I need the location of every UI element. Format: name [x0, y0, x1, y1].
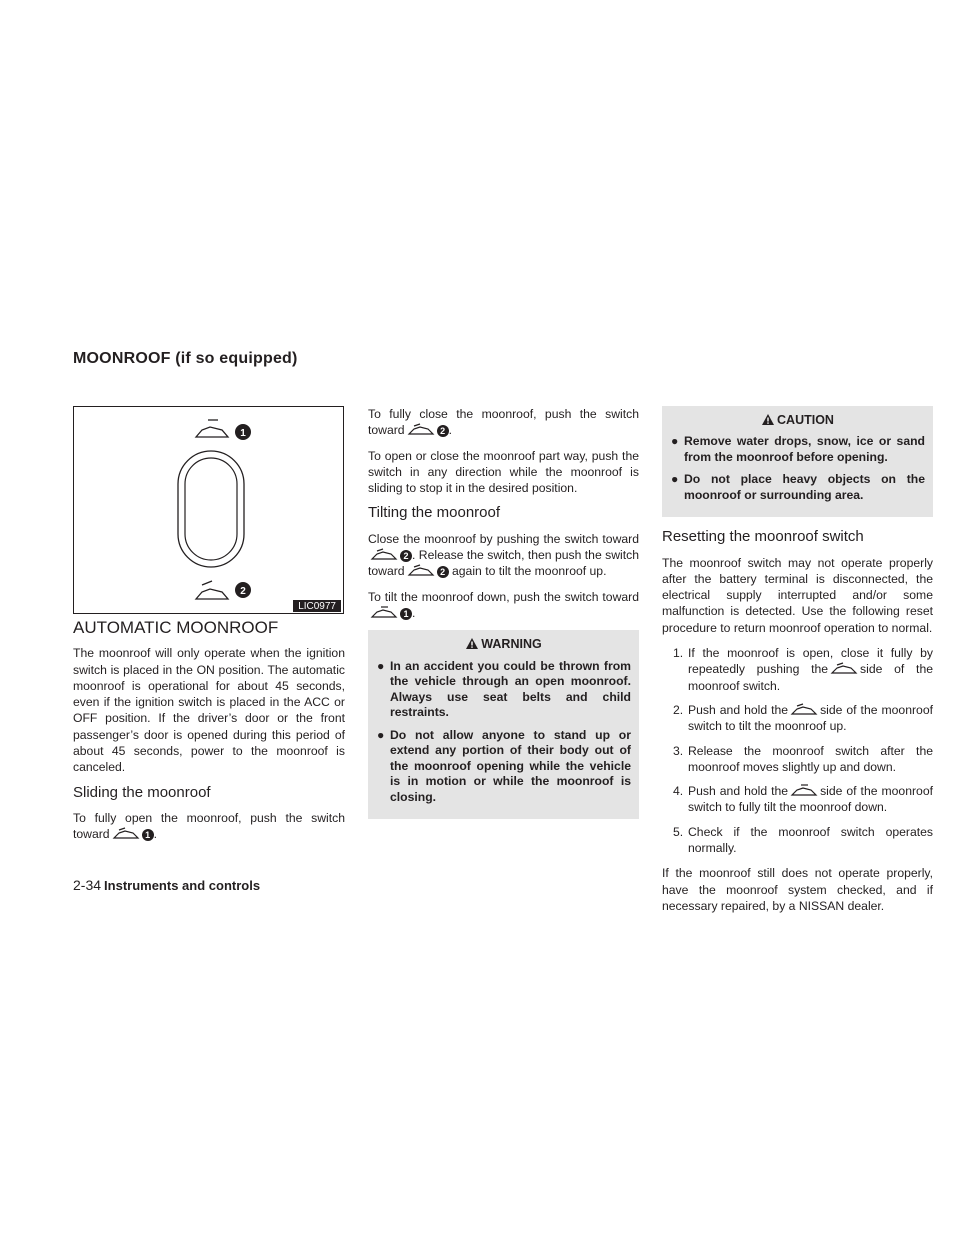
warning-icon [465, 637, 479, 650]
bullet-icon: ● [671, 472, 679, 487]
car-slide-icon [407, 422, 435, 436]
callout-2-ref: 2 [437, 425, 449, 437]
tilt-text-c: again to tilt the moonroof up. [451, 564, 607, 579]
tilt-text-a: Close the moonroof by pushing the switch toward [368, 531, 639, 546]
car-slide-icon [370, 547, 398, 561]
caution-list [670, 434, 925, 503]
intro-paragraph: The moonroof will only operate when the ignition switch is placed in the ON position. The automatic moonroof is operational for about 45 seconds, even if the ignition switch is placed in the ACC or OFF position. If the driver’s door or the front passenger’s door is opened during this period of about 45 seconds, power to the moonroof is canceled. [73, 646, 345, 775]
partway-paragraph: To open or close the moonroof part way, push the switch in any direction while the moonroof is sliding to stop it in the desired position. [368, 448, 639, 496]
sliding-paragraph: To fully open the moonroof, push the switch toward 1 . [73, 810, 345, 842]
caution-box [662, 406, 933, 517]
car-tilt-icon [370, 605, 398, 619]
car-slide-icon [830, 661, 858, 675]
car-slide-icon [790, 702, 818, 716]
closing-paragraph: If the moonroof still does not operate properly, have the moonroof system checked, and if necessary repaired, by a NISSAN dealer. [662, 866, 933, 913]
tilt-text-b: . Release the switch, then push the switch toward [368, 548, 639, 579]
step-number: 1. [673, 646, 684, 661]
column-1 [73, 620, 345, 852]
caution-icon [761, 413, 775, 426]
step-number: 5. [673, 824, 684, 839]
step-number: 4. [673, 784, 684, 799]
car-slide-icon [407, 563, 435, 577]
tilt-down-text: To tilt the moonroof down, push the switch toward [368, 589, 639, 604]
caution-item-text: Do not place heavy objects on the moonroof or surrounding area. [684, 472, 925, 502]
step-text: Push and hold the [688, 702, 789, 717]
caution-item-text: Remove water drops, snow, ice or sand from the moonroof before opening. [684, 434, 925, 464]
bullet-icon: ● [671, 434, 679, 449]
figure-code: LIC0977 [293, 600, 341, 612]
step-text: If the moonroof is open, close it fully by repeatedly pushing the [688, 646, 933, 677]
column-3 [662, 406, 933, 923]
moonroof-switch-illustration [74, 407, 345, 615]
bullet-icon: ● [377, 658, 385, 673]
caution-title [670, 412, 925, 428]
heading-tilting: Tilting the moonroof [368, 504, 501, 522]
step-number: 2. [673, 702, 684, 717]
reset-step [662, 783, 933, 816]
reset-step [662, 824, 933, 857]
heading-sliding: Sliding the moonroof [73, 783, 211, 801]
bullet-icon: ● [377, 727, 385, 742]
moonroof-switch-figure [73, 406, 344, 614]
car-tilt-icon [196, 420, 228, 437]
warning-item [376, 728, 631, 806]
switch-button-inner [185, 458, 237, 560]
step-text: Push and hold the [688, 784, 789, 799]
reset-intro: The moonroof switch may not operate properly after the battery terminal is disconnected, the electrical supply interrupted and/or some malfunction is detected. Use the following reset procedure to return moonroof operation to normal. [662, 555, 933, 635]
heading-resetting: Resetting the moonroof switch [662, 528, 864, 546]
warning-item-text: Do not allow anyone to stand up or extend any portion of their body out of the moonroof opening while the vehicle is in motion or while the moonroof is closing. [390, 727, 631, 804]
warning-list [376, 659, 631, 806]
column-2 [368, 406, 639, 831]
callout-2-ref: 2 [400, 550, 412, 562]
caution-item [670, 434, 925, 465]
chapter-title: Instruments and controls [104, 878, 261, 893]
step-number: 3. [673, 743, 684, 758]
tilt-up-paragraph [368, 531, 639, 580]
step-text: side of the moonroof switch. [688, 662, 933, 693]
reset-step [662, 743, 933, 776]
reset-steps [662, 645, 933, 856]
car-slide-icon [196, 581, 228, 599]
warning-item-text: In an accident you could be thrown from the vehicle through an open moonroof. Always use seat belts and child restraints. [390, 658, 631, 720]
callout-2-label: 2 [240, 586, 246, 597]
step-text: Check if the moonroof switch operates normally. [688, 824, 933, 856]
tilt-down-paragraph: To tilt the moonroof down, push the switch toward1 . [368, 589, 639, 620]
caution-item [670, 472, 925, 503]
page-footer [73, 877, 260, 893]
callout-1-ref: 1 [142, 829, 154, 841]
step-text: side of the moonroof switch to fully tilt the moonroof down. [688, 784, 933, 815]
section-title: MOONROOF (if so equipped) [73, 350, 298, 367]
page-number: 2-34 [73, 877, 102, 893]
step-text: side of the moonroof switch to tilt the moonroof up. [688, 702, 933, 734]
warning-box [368, 630, 639, 819]
close-text: To fully close the moonroof, push the switch toward [368, 407, 639, 438]
reset-step [662, 645, 933, 694]
heading-automatic-moonroof: AUTOMATIC MOONROOF [73, 618, 279, 637]
step-text: Release the moonroof switch after the moonroof moves slightly up and down. [688, 743, 933, 774]
switch-bezel-outer [178, 451, 244, 567]
warning-item [376, 659, 631, 721]
warning-title-text: WARNING [481, 637, 542, 652]
car-slide-icon [112, 826, 140, 840]
callout-2-ref: 2 [437, 566, 449, 578]
close-paragraph: To fully close the moonroof, push the switch toward 2 . [368, 407, 639, 438]
caution-title-text: CAUTION [777, 413, 834, 427]
sliding-text: To fully open the moonroof, push the switch toward [73, 810, 345, 842]
car-tilt-icon [790, 783, 818, 797]
warning-title [376, 636, 631, 652]
callout-1-ref: 1 [400, 608, 412, 620]
callout-1-label: 1 [240, 428, 246, 439]
reset-step [662, 702, 933, 735]
